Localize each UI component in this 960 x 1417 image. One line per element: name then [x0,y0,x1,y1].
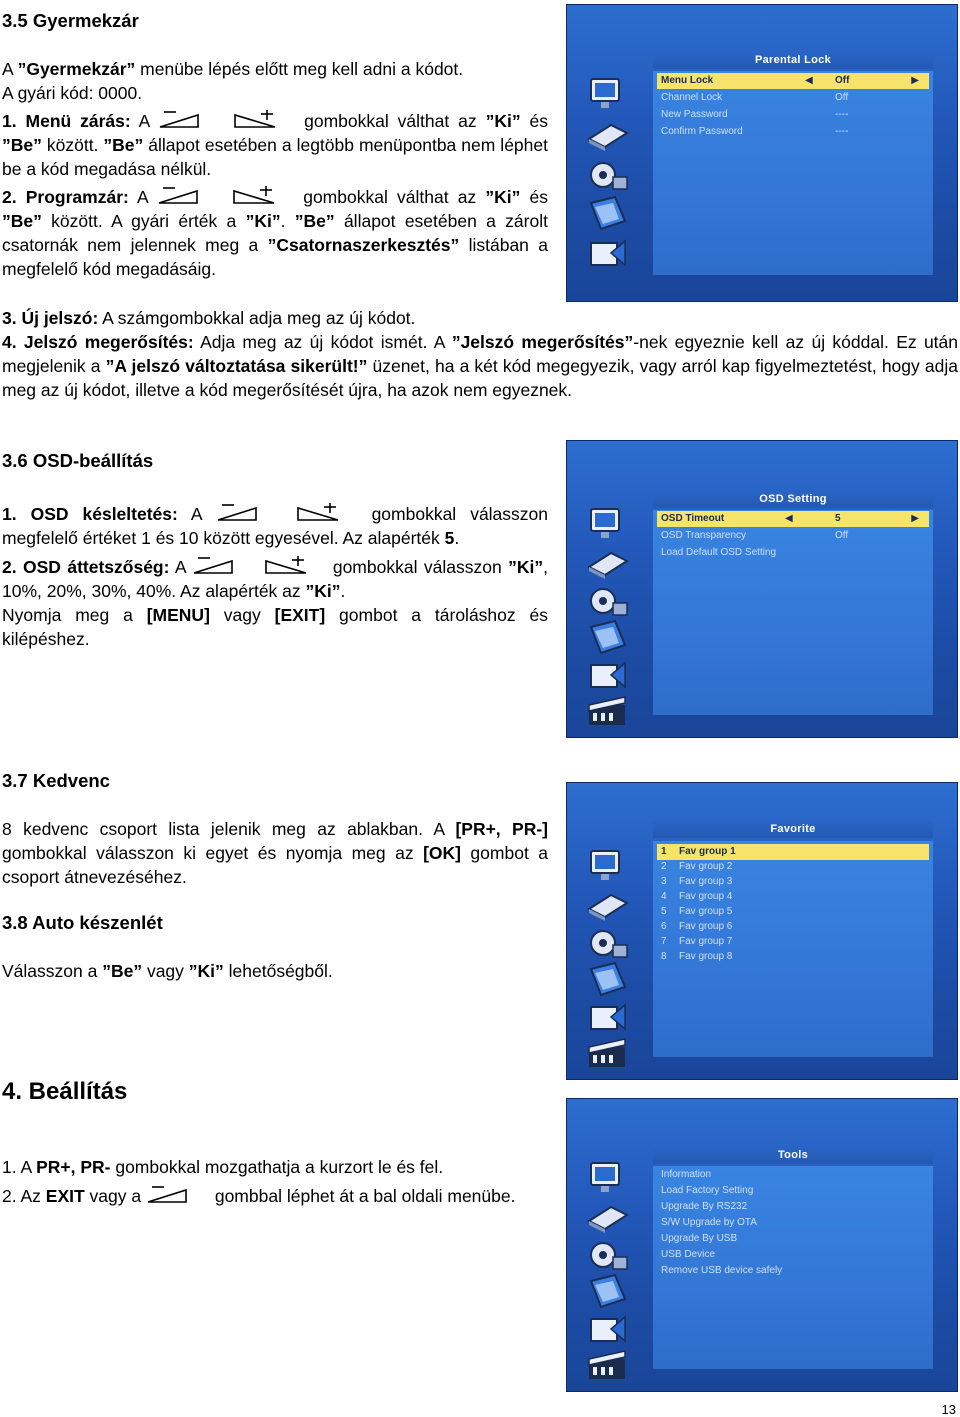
factory-code-text: A gyári kód: 0000. [2,83,143,103]
text: gombot a tároláshoz és kilépéshez. [2,605,548,649]
osd-row-label: Confirm Password [661,126,743,137]
text: ”Ki” [305,581,341,601]
page-number: 13 [941,1402,956,1417]
volume-minus-icon [216,503,280,523]
text: . [340,581,346,601]
section-title-4: 4. Beállítás [2,1078,128,1105]
osd-tools-row[interactable] [657,1231,929,1247]
osd-row-label: S/W Upgrade by OTA [661,1217,757,1228]
text: 4. Jelszó megerősítés: [2,332,194,352]
text: gombokkal válasszon megfelelő értéket 1 és 10 között egyesével. Az alapérték [2,504,549,548]
osd-title: OSD Setting [759,493,827,505]
text: Adja meg az új kódot ismét. A [193,332,452,352]
text: lehetőségből. [223,961,333,981]
text: vagy [209,605,275,625]
section-title-3-6: 3.6 OSD-beállítás [2,450,154,471]
left-arrow-icon: ◀ [785,513,793,524]
volume-minus-icon [146,1185,210,1205]
osd-side-menu [567,441,653,737]
osd-row-number: 6 [661,921,667,932]
osd-row-label: Menu Lock [661,75,714,86]
osd-row-timeout[interactable] [657,511,929,527]
section-3-6-item-1 [2,502,548,550]
text: ”Ki” [188,961,224,981]
right-arrow-icon: ▶ [911,513,919,524]
osd-row-number: 8 [661,951,667,962]
osd-row-label: Fav group 5 [679,906,733,917]
text: ”Be” [103,135,144,155]
volume-plus-icon [294,503,358,523]
text: 1. OSD késleltetés: [2,504,178,524]
text: ”Be” [294,211,335,231]
section-3-5-item-3 [2,306,558,330]
osd-side-menu [567,1099,653,1391]
text: [EXIT] [274,605,326,625]
right-arrow-icon: ▶ [911,75,919,86]
osd-row-number: 4 [661,891,667,902]
section-3-5-item-4 [2,330,958,402]
text: . [280,211,295,231]
osd-side-menu [567,5,653,301]
osd-tools-row[interactable] [657,1215,929,1231]
osd-row-label: USB Device [661,1249,715,1260]
osd-row-load-default[interactable] [657,545,929,561]
osd-parental-lock-screenshot [566,4,958,302]
osd-title: Parental Lock [754,54,832,66]
osd-tools-row[interactable] [657,1199,929,1215]
osd-row-menu-lock[interactable] [657,73,929,89]
section-3-5-item-1 [2,109,548,181]
osd-fav-row[interactable] [657,889,929,905]
osd-row-value: Off [835,530,849,541]
text: [MENU] [146,605,210,625]
osd-row-new-password[interactable] [657,107,929,123]
text: gombokkal válthat az [295,111,486,131]
section-3-6-item-2 [2,555,548,603]
osd-row-label: Fav group 6 [679,921,733,932]
osd-row-label: Fav group 3 [679,876,733,887]
osd-setting-screenshot [566,440,958,738]
text: gombokkal válasszon [326,557,509,577]
text: ”Ki” [245,211,281,231]
section-3-8-text [2,959,558,983]
volume-minus-icon [157,186,221,206]
osd-row-label: Fav group 2 [679,861,733,872]
volume-plus-icon [230,186,294,206]
text: [OK] [423,843,461,863]
text: állapot esetében a zárolt csatornák nem jelennek meg a [2,211,548,255]
osd-fav-row[interactable] [657,859,929,875]
media-icon [581,231,635,277]
text: -nek egyeznie kell az új kóddal. Ez után megjelenik a [2,332,959,376]
section-3-6-note [2,603,548,651]
text: ”Be” [2,211,42,231]
text: 2. OSD áttetszőség: [2,557,170,577]
osd-row-label: Fav group 4 [679,891,733,902]
osd-tools-row[interactable] [657,1183,929,1199]
section-3-5-item-2 [2,185,548,281]
text: A [177,504,216,524]
text: gombokkal válasszon ki egyet és nyomja meg az [2,843,424,863]
osd-fav-row[interactable] [657,949,929,965]
osd-favorite-screenshot [566,782,958,1080]
volume-plus-icon [262,556,326,576]
text: . [454,528,460,548]
text: gombbal léphet át a bal oldali menübe. [209,1186,516,1206]
text: ”Jelszó megerősítés” [451,332,634,352]
osd-fav-row[interactable] [657,904,929,920]
osd-row-label: Upgrade By USB [661,1233,738,1244]
section-3-5-intro [2,57,558,105]
osd-row-label: Upgrade By RS232 [661,1201,748,1212]
osd-row-number: 3 [661,876,667,887]
text: vagy [142,961,189,981]
osd-row-number: 5 [661,906,667,917]
osd-row-value: Off [835,75,850,86]
text: ”A jelszó változtatása sikerült!” [105,356,368,376]
text: PR+, PR- [36,1157,111,1177]
text: Válasszon a [2,961,103,981]
text: ”Gyermekzár” [17,59,136,79]
text: vagy a [84,1186,146,1206]
text: Nyomja meg a [2,605,147,625]
osd-row-label: Information [661,1169,712,1180]
text: 8 kedvenc csoport lista jelenik meg az ablakban. A [2,819,456,839]
volume-plus-icon [231,110,295,130]
text: gombokkal válthat az [294,187,486,207]
text: ”Be” [2,135,42,155]
osd-fav-row[interactable] [657,874,929,890]
text: A [2,59,18,79]
osd-row-value: Off [835,92,849,103]
text: EXIT [45,1186,85,1206]
left-arrow-icon: ◀ [805,75,813,86]
section-4-item-1 [2,1155,558,1179]
osd-fav-row[interactable] [657,934,929,950]
osd-row-value: ---- [835,109,849,120]
text: állapot esetében a legtöbb menüpontba nem léphet be a kód megadása nélkül. [2,135,548,179]
text: ”Csatornaszerkesztés” [267,235,460,255]
clapper-icon [581,1031,635,1077]
osd-title: Favorite [770,823,816,835]
text: ”Ki” [485,187,521,207]
clapper-icon [581,689,635,735]
text: A [169,557,193,577]
section-3-7-text [2,817,548,889]
text: 2. Az [2,1186,46,1206]
text: listában a megfelelő kód megadásáig. [2,235,548,279]
text: között. [41,135,104,155]
osd-row-label: Fav group 7 [679,936,733,947]
osd-row-value: ---- [835,126,849,137]
osd-row-label: OSD Transparency [661,530,747,541]
text: menübe lépés előtt meg kell adni a kódot. [135,59,464,79]
osd-row-label: New Password [661,109,728,120]
text: 2. Programzár: [2,187,129,207]
volume-minus-icon [158,110,222,130]
text: 1. A [2,1157,37,1177]
text: 1. Menü zárás: [2,111,131,131]
text: 5 [444,528,455,548]
osd-row-label: Fav group 8 [679,951,733,962]
osd-tools-screenshot [566,1098,958,1392]
section-title-3-7: 3.7 Kedvenc [2,770,110,791]
osd-fav-row[interactable] [657,844,929,860]
osd-row-confirm-password[interactable] [657,124,929,140]
text: 3. Új jelszó: [2,308,99,328]
osd-row-label: OSD Timeout [661,513,725,524]
text: gombokkal mozgathatja a kurzort le és fel. [110,1157,444,1177]
text: üzenet, ha a két kód megegyezik, vagy arról kap figyelmeztetést, hogy adja meg az új kódot, illetve a kód megerősítését újra, ha azok nem egyeznek. [2,356,958,400]
text: A [130,111,159,131]
clapper-icon [581,1343,635,1389]
osd-tools-row[interactable] [657,1263,929,1279]
osd-row-channel-lock[interactable] [657,90,929,106]
osd-row-transparency[interactable] [657,528,929,544]
section-4-item-2 [2,1184,548,1208]
osd-title: Tools [777,1149,808,1161]
osd-row-label: Fav group 1 [679,846,736,857]
osd-tools-row[interactable] [657,1167,929,1183]
text: és [520,187,548,207]
osd-row-number: 7 [661,936,667,947]
text: [PR+, PR-] [455,819,548,839]
osd-side-menu [567,783,653,1079]
text: között. A gyári érték a [41,211,246,231]
section-title-3-5: 3.5 Gyermekzár [2,10,139,31]
osd-row-number: 1 [661,846,667,857]
osd-row-number: 2 [661,861,667,872]
text: ”Be” [102,961,143,981]
text: és [520,111,548,131]
section-title-3-8: 3.8 Auto készenlét [2,912,163,933]
osd-row-label: Channel Lock [661,92,723,103]
osd-fav-row[interactable] [657,919,929,935]
osd-row-label: Load Default OSD Setting [661,547,777,558]
text: A számgombokkal adja meg az új kódot. [98,308,416,328]
osd-row-value: 5 [835,513,841,524]
osd-row-label: Load Factory Setting [661,1185,754,1196]
osd-row-label: Remove USB device safely [661,1265,783,1276]
osd-tools-row[interactable] [657,1247,929,1263]
text: A [128,187,157,207]
text: ”Ki” [508,557,544,577]
volume-minus-icon [192,556,256,576]
text: gombot a csoport átnevezéséhez. [2,843,549,887]
text: , 10%, 20%, 30%, 40%. Az alapérték az [2,557,548,601]
text: ”Ki” [485,111,521,131]
